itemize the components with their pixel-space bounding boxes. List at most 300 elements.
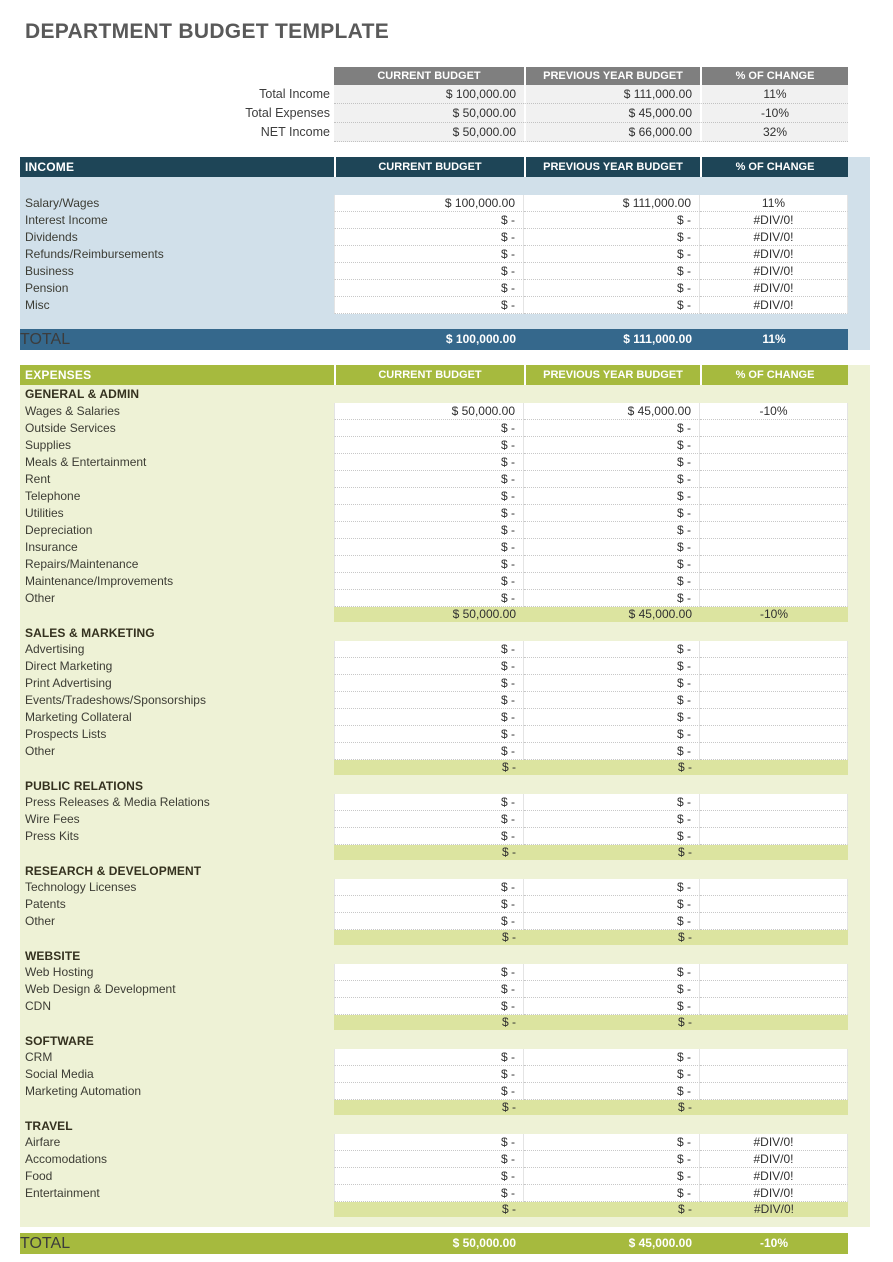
cell-percent-change[interactable]: [700, 522, 848, 539]
income-row: [20, 263, 848, 280]
cell-current-budget[interactable]: $ -: [334, 590, 524, 607]
cell-previous-year-budget[interactable]: $ -: [524, 964, 700, 981]
cell-previous-year-budget[interactable]: $ -: [524, 229, 700, 246]
cell-percent-change[interactable]: [700, 1066, 848, 1083]
cell-current-budget[interactable]: $ -: [334, 437, 524, 454]
expense-group-subtotal: [20, 1100, 848, 1115]
cell-percent-change[interactable]: [700, 437, 848, 454]
row-label: Refunds/Reimbursements: [25, 247, 164, 261]
subtotal-previous-year-budget: $ -: [524, 845, 700, 860]
expense-group-title: RESEARCH & DEVELOPMENT: [25, 864, 202, 878]
cell-previous-year-budget[interactable]: $ -: [524, 1185, 700, 1202]
income-row: [20, 246, 848, 263]
cell-current-budget[interactable]: $ -: [334, 420, 524, 437]
cell-percent-change[interactable]: [700, 964, 848, 981]
cell-previous-year-budget[interactable]: $ -: [524, 1168, 700, 1185]
expense-row: [20, 573, 848, 590]
expense-group-header: [20, 625, 848, 641]
income-row: [20, 212, 848, 229]
row-label: Other: [25, 591, 56, 605]
expense-group-subtotal: [20, 930, 848, 945]
row-label: Maintenance/Improvements: [25, 574, 174, 588]
expense-row: [20, 998, 848, 1015]
cell-previous-year-budget[interactable]: $ -: [524, 811, 700, 828]
cell-current-budget[interactable]: $ -: [334, 641, 524, 658]
expense-row: [20, 964, 848, 981]
income-section: [20, 157, 870, 350]
cell-current-budget[interactable]: $ -: [334, 1168, 524, 1185]
subtotal-current-budget: $ -: [334, 930, 524, 945]
cell-percent-change[interactable]: [700, 1049, 848, 1066]
expense-group-subtotal: [20, 607, 848, 622]
expense-group-rows: [20, 879, 870, 930]
income-section-title: INCOME: [25, 160, 75, 174]
subtotal-percent-change: [700, 845, 848, 860]
cell-current-budget[interactable]: $ -: [334, 811, 524, 828]
cell-current-budget[interactable]: $ -: [334, 246, 524, 263]
cell-current-budget[interactable]: $ -: [334, 522, 524, 539]
cell-percent-change[interactable]: [700, 981, 848, 998]
cell-current-budget[interactable]: $ -: [334, 709, 524, 726]
expense-row: [20, 1083, 848, 1100]
cell-previous-year-budget[interactable]: $ -: [524, 658, 700, 675]
cell-percent-change[interactable]: [700, 675, 848, 692]
cell-current-budget[interactable]: $ 50,000.00: [334, 104, 524, 123]
cell-percent-change[interactable]: [700, 998, 848, 1015]
expense-row: [20, 879, 848, 896]
cell-current-budget[interactable]: $ -: [334, 675, 524, 692]
cell-current-budget[interactable]: $ -: [334, 964, 524, 981]
cell-percent-change[interactable]: [700, 420, 848, 437]
expense-row: [20, 743, 848, 760]
row-label: NET Income: [260, 125, 330, 139]
cell-current-budget[interactable]: $ -: [334, 726, 524, 743]
cell-previous-year-budget[interactable]: $ -: [524, 471, 700, 488]
cell-previous-year-budget[interactable]: $ -: [524, 981, 700, 998]
row-label: Airfare: [25, 1135, 61, 1149]
cell-current-budget[interactable]: $ -: [334, 981, 524, 998]
expense-group-header: [20, 1118, 848, 1134]
cell-current-budget[interactable]: $ -: [334, 573, 524, 590]
row-label: Events/Tradeshows/Sponsorships: [25, 693, 206, 707]
cell-previous-year-budget[interactable]: $ -: [524, 263, 700, 280]
cell-previous-year-budget[interactable]: $ -: [524, 437, 700, 454]
cell-percent-change[interactable]: [700, 794, 848, 811]
cell-current-budget[interactable]: $ -: [334, 828, 524, 845]
row-label: Wire Fees: [25, 812, 80, 826]
header-current-budget: CURRENT BUDGET: [334, 365, 524, 385]
cell-percent-change[interactable]: #DIV/0!: [700, 263, 848, 280]
cell-percent-change[interactable]: [700, 471, 848, 488]
cell-current-budget[interactable]: $ 100,000.00: [334, 195, 524, 212]
expense-row: [20, 981, 848, 998]
expense-row: [20, 522, 848, 539]
cell-percent-change[interactable]: [700, 913, 848, 930]
expense-row: [20, 896, 848, 913]
summary-row: [20, 85, 848, 104]
row-label: Accomodations: [25, 1152, 108, 1166]
row-label: CDN: [25, 999, 51, 1013]
cell-previous-year-budget[interactable]: $ -: [524, 1066, 700, 1083]
cell-previous-year-budget[interactable]: $ 111,000.00: [524, 85, 700, 104]
income-row: [20, 195, 848, 212]
cell-percent-change[interactable]: [700, 879, 848, 896]
expense-row: [20, 913, 848, 930]
cell-previous-year-budget[interactable]: $ -: [524, 743, 700, 760]
income-row: [20, 229, 848, 246]
expense-row: [20, 726, 848, 743]
expense-row: [20, 420, 848, 437]
row-label: Depreciation: [25, 523, 93, 537]
expense-row: [20, 505, 848, 522]
cell-percent-change[interactable]: #DIV/0!: [700, 229, 848, 246]
summary-header-row: [20, 67, 848, 85]
cell-percent-change[interactable]: #DIV/0!: [700, 1168, 848, 1185]
subtotal-previous-year-budget: $ -: [524, 1202, 700, 1217]
cell-previous-year-budget[interactable]: $ -: [524, 488, 700, 505]
cell-current-budget[interactable]: $ -: [334, 297, 524, 314]
income-row: [20, 280, 848, 297]
expense-group-rows: [20, 641, 870, 760]
cell-previous-year-budget[interactable]: $ -: [524, 454, 700, 471]
cell-current-budget[interactable]: $ -: [334, 1134, 524, 1151]
row-label: Web Hosting: [25, 965, 94, 979]
income-row: [20, 297, 848, 314]
cell-percent-change[interactable]: [700, 896, 848, 913]
row-label: Other: [25, 914, 56, 928]
row-label: Repairs/Maintenance: [25, 557, 139, 571]
cell-percent-change[interactable]: [700, 556, 848, 573]
cell-current-budget[interactable]: $ 100,000.00: [334, 85, 524, 104]
cell-current-budget[interactable]: $ -: [334, 743, 524, 760]
cell-previous-year-budget[interactable]: $ -: [524, 1134, 700, 1151]
subtotal-current-budget: $ -: [334, 1015, 524, 1030]
income-rows: [20, 195, 870, 314]
cell-percent-change[interactable]: [700, 743, 848, 760]
cell-previous-year-budget[interactable]: $ -: [524, 879, 700, 896]
cell-current-budget[interactable]: $ -: [334, 280, 524, 297]
expenses-total-row: [20, 1233, 848, 1254]
row-label: Social Media: [25, 1067, 94, 1081]
cell-previous-year-budget[interactable]: $ 45,000.00: [524, 104, 700, 123]
cell-current-budget[interactable]: $ -: [334, 1185, 524, 1202]
cell-percent-change[interactable]: 11%: [700, 85, 848, 104]
subtotal-current-budget: $ -: [334, 760, 524, 775]
row-label: Rent: [25, 472, 51, 486]
summary-row: [20, 123, 848, 142]
expenses-section-title: EXPENSES: [25, 368, 92, 382]
expense-group-header: [20, 778, 848, 794]
expense-group-subtotal: [20, 845, 848, 860]
expense-group-rows: [20, 1134, 870, 1202]
row-label: CRM: [25, 1050, 53, 1064]
subtotal-percent-change: #DIV/0!: [700, 1202, 848, 1217]
expense-group-header: [20, 863, 848, 879]
expense-group-rows: [20, 794, 870, 845]
subtotal-current-budget: $ 50,000.00: [334, 607, 524, 622]
expense-row: [20, 1151, 848, 1168]
row-label: Misc: [25, 298, 50, 312]
expense-group-title: SOFTWARE: [25, 1034, 94, 1048]
cell-current-budget[interactable]: $ -: [334, 896, 524, 913]
row-label: Entertainment: [25, 1186, 100, 1200]
expense-row: [20, 590, 848, 607]
row-label: Patents: [25, 897, 66, 911]
subtotal-percent-change: [700, 930, 848, 945]
cell-percent-change[interactable]: [700, 539, 848, 556]
row-label: Food: [25, 1169, 53, 1183]
row-label: Salary/Wages: [25, 196, 100, 210]
row-label: Supplies: [25, 438, 72, 452]
expense-row: [20, 692, 848, 709]
cell-previous-year-budget[interactable]: $ -: [524, 1049, 700, 1066]
cell-previous-year-budget[interactable]: $ -: [524, 709, 700, 726]
row-label: Insurance: [25, 540, 78, 554]
cell-previous-year-budget[interactable]: $ -: [524, 641, 700, 658]
cell-percent-change[interactable]: #DIV/0!: [700, 280, 848, 297]
total-percent-change: 11%: [762, 332, 786, 346]
cell-previous-year-budget[interactable]: $ -: [524, 556, 700, 573]
expense-row: [20, 811, 848, 828]
header-percent-change: % OF CHANGE: [700, 365, 848, 385]
cell-current-budget[interactable]: $ -: [334, 488, 524, 505]
cell-previous-year-budget[interactable]: $ -: [524, 246, 700, 263]
cell-current-budget[interactable]: $ -: [334, 505, 524, 522]
summary-rows: [20, 85, 870, 142]
cell-percent-change[interactable]: #DIV/0!: [700, 1151, 848, 1168]
total-label: TOTAL: [20, 1235, 71, 1252]
cell-percent-change[interactable]: [700, 488, 848, 505]
cell-current-budget[interactable]: $ -: [334, 692, 524, 709]
row-label: Web Design & Development: [25, 982, 176, 996]
cell-previous-year-budget[interactable]: $ -: [524, 828, 700, 845]
expense-row: [20, 709, 848, 726]
row-label: Dividends: [25, 230, 78, 244]
cell-percent-change[interactable]: [700, 811, 848, 828]
cell-previous-year-budget[interactable]: $ -: [524, 212, 700, 229]
cell-current-budget[interactable]: $ -: [334, 1151, 524, 1168]
cell-percent-change[interactable]: [700, 692, 848, 709]
row-label: Telephone: [25, 489, 81, 503]
row-label: Business: [25, 264, 74, 278]
cell-previous-year-budget[interactable]: $ -: [524, 913, 700, 930]
cell-current-budget[interactable]: $ -: [334, 658, 524, 675]
cell-percent-change[interactable]: 32%: [700, 123, 848, 142]
expense-row: [20, 641, 848, 658]
expense-group-title: SALES & MARKETING: [25, 626, 155, 640]
expenses-section: [20, 365, 870, 1227]
cell-percent-change[interactable]: #DIV/0!: [700, 1134, 848, 1151]
expense-group-subtotal: [20, 1015, 848, 1030]
cell-previous-year-budget[interactable]: $ -: [524, 675, 700, 692]
cell-current-budget[interactable]: $ 50,000.00: [334, 403, 524, 420]
income-bottom-spacer: [20, 314, 870, 329]
subtotal-previous-year-budget: $ -: [524, 1015, 700, 1030]
row-label: Marketing Automation: [25, 1084, 142, 1098]
cell-percent-change[interactable]: [700, 454, 848, 471]
cell-percent-change[interactable]: #DIV/0!: [700, 297, 848, 314]
cell-percent-change[interactable]: 11%: [700, 195, 848, 212]
total-current-budget: $ 100,000.00: [445, 332, 516, 346]
cell-percent-change[interactable]: -10%: [700, 403, 848, 420]
summary-table: [20, 67, 870, 142]
expense-group-rows: [20, 1049, 870, 1100]
total-previous-year-budget: $ 111,000.00: [623, 332, 692, 346]
cell-percent-change[interactable]: [700, 641, 848, 658]
expense-group-title: PUBLIC RELATIONS: [25, 779, 144, 793]
expense-group-subtotal: [20, 760, 848, 775]
cell-current-budget[interactable]: $ -: [334, 879, 524, 896]
row-label: Technology Licenses: [25, 880, 137, 894]
cell-current-budget[interactable]: $ -: [334, 471, 524, 488]
cell-previous-year-budget[interactable]: $ -: [524, 539, 700, 556]
subtotal-current-budget: $ -: [334, 1100, 524, 1115]
cell-previous-year-budget[interactable]: $ -: [524, 420, 700, 437]
row-label: Wages & Salaries: [25, 404, 120, 418]
expense-row: [20, 488, 848, 505]
row-label: Advertising: [25, 642, 85, 656]
row-label: Print Advertising: [25, 676, 112, 690]
cell-previous-year-budget[interactable]: $ 66,000.00: [524, 123, 700, 142]
row-label: Press Kits: [25, 829, 80, 843]
row-label: Other: [25, 744, 56, 758]
cell-current-budget[interactable]: $ 50,000.00: [334, 123, 524, 142]
cell-previous-year-budget[interactable]: $ -: [524, 896, 700, 913]
cell-percent-change[interactable]: -10%: [700, 104, 848, 123]
cell-current-budget[interactable]: $ -: [334, 454, 524, 471]
row-label: Utilities: [25, 506, 64, 520]
expense-group-subtotal: [20, 1202, 848, 1217]
total-previous-year-budget: $ 45,000.00: [628, 1236, 692, 1250]
cell-previous-year-budget[interactable]: $ 45,000.00: [524, 403, 700, 420]
cell-current-budget[interactable]: $ -: [334, 212, 524, 229]
row-label: Total Income: [259, 87, 330, 101]
header-percent-change: % OF CHANGE: [700, 67, 848, 85]
row-label: Total Expenses: [245, 106, 330, 120]
cell-current-budget[interactable]: $ -: [334, 1083, 524, 1100]
cell-percent-change[interactable]: [700, 573, 848, 590]
cell-previous-year-budget[interactable]: $ -: [524, 590, 700, 607]
cell-percent-change[interactable]: [700, 505, 848, 522]
subtotal-percent-change: [700, 1015, 848, 1030]
expense-group-header: [20, 385, 848, 403]
expense-row: [20, 471, 848, 488]
cell-percent-change[interactable]: [700, 1083, 848, 1100]
summary-header-spacer: [20, 67, 334, 85]
row-label: Press Releases & Media Relations: [25, 795, 210, 809]
subtotal-percent-change: [700, 760, 848, 775]
expense-group-title: TRAVEL: [25, 1119, 73, 1133]
cell-previous-year-budget[interactable]: $ -: [524, 1083, 700, 1100]
expense-row: [20, 1168, 848, 1185]
summary-row: [20, 104, 848, 123]
cell-previous-year-budget[interactable]: $ -: [524, 573, 700, 590]
cell-previous-year-budget[interactable]: $ -: [524, 998, 700, 1015]
cell-current-budget[interactable]: $ -: [334, 998, 524, 1015]
cell-previous-year-budget[interactable]: $ -: [524, 297, 700, 314]
cell-previous-year-budget[interactable]: $ -: [524, 692, 700, 709]
subtotal-current-budget: $ -: [334, 845, 524, 860]
cell-current-budget[interactable]: $ -: [334, 229, 524, 246]
subtotal-previous-year-budget: $ -: [524, 760, 700, 775]
expense-row: [20, 539, 848, 556]
cell-previous-year-budget[interactable]: $ 111,000.00: [524, 195, 700, 212]
header-previous-year-budget: PREVIOUS YEAR BUDGET: [524, 157, 700, 177]
subtotal-percent-change: -10%: [700, 607, 848, 622]
cell-percent-change[interactable]: [700, 590, 848, 607]
total-current-budget: $ 50,000.00: [452, 1236, 516, 1250]
row-label: Prospects Lists: [25, 727, 107, 741]
subtotal-previous-year-budget: $ -: [524, 1100, 700, 1115]
expense-group-title: WEBSITE: [25, 949, 81, 963]
page-title: DEPARTMENT BUDGET TEMPLATE: [25, 20, 390, 43]
cell-percent-change[interactable]: #DIV/0!: [700, 246, 848, 263]
cell-current-budget[interactable]: $ -: [334, 1066, 524, 1083]
cell-percent-change[interactable]: #DIV/0!: [700, 1185, 848, 1202]
expense-row: [20, 794, 848, 811]
row-label: Outside Services: [25, 421, 116, 435]
expense-row: [20, 828, 848, 845]
cell-previous-year-budget[interactable]: $ -: [524, 280, 700, 297]
expense-row: [20, 1134, 848, 1151]
income-top-spacer: [20, 177, 870, 195]
cell-current-budget[interactable]: $ -: [334, 556, 524, 573]
expense-row: [20, 1049, 848, 1066]
cell-current-budget[interactable]: $ -: [334, 539, 524, 556]
total-percent-change: -10%: [759, 1236, 788, 1250]
row-label: Pension: [25, 281, 69, 295]
row-label: Interest Income: [25, 213, 108, 227]
header-current-budget: CURRENT BUDGET: [334, 67, 524, 85]
cell-previous-year-budget[interactable]: $ -: [524, 1151, 700, 1168]
expense-group-rows: [20, 964, 870, 1015]
cell-percent-change[interactable]: [700, 658, 848, 675]
expense-group-title: GENERAL & ADMIN: [25, 387, 140, 401]
expense-row: [20, 1185, 848, 1202]
row-label: Meals & Entertainment: [25, 455, 147, 469]
subtotal-current-budget: $ -: [334, 1202, 524, 1217]
expense-group-header: [20, 1033, 848, 1049]
header-previous-year-budget: PREVIOUS YEAR BUDGET: [524, 365, 700, 385]
header-current-budget: CURRENT BUDGET: [334, 157, 524, 177]
cell-previous-year-budget[interactable]: $ -: [524, 794, 700, 811]
cell-percent-change[interactable]: [700, 726, 848, 743]
header-percent-change: % OF CHANGE: [700, 157, 848, 177]
cell-previous-year-budget[interactable]: $ -: [524, 505, 700, 522]
expense-row: [20, 658, 848, 675]
income-total-row: [20, 329, 848, 350]
expense-row: [20, 403, 848, 420]
total-label: TOTAL: [20, 331, 71, 348]
cell-current-budget[interactable]: $ -: [334, 794, 524, 811]
cell-current-budget[interactable]: $ -: [334, 263, 524, 280]
cell-current-budget[interactable]: $ -: [334, 1049, 524, 1066]
cell-percent-change[interactable]: #DIV/0!: [700, 212, 848, 229]
row-label: Marketing Collateral: [25, 710, 132, 724]
row-label: Direct Marketing: [25, 659, 113, 673]
expense-row: [20, 437, 848, 454]
subtotal-previous-year-budget: $ -: [524, 930, 700, 945]
expense-row: [20, 556, 848, 573]
cell-percent-change[interactable]: [700, 828, 848, 845]
cell-percent-change[interactable]: [700, 709, 848, 726]
expenses-header-bar: [20, 365, 848, 385]
cell-current-budget[interactable]: $ -: [334, 913, 524, 930]
expense-row: [20, 675, 848, 692]
cell-previous-year-budget[interactable]: $ -: [524, 726, 700, 743]
subtotal-previous-year-budget: $ 45,000.00: [524, 607, 700, 622]
cell-previous-year-budget[interactable]: $ -: [524, 522, 700, 539]
